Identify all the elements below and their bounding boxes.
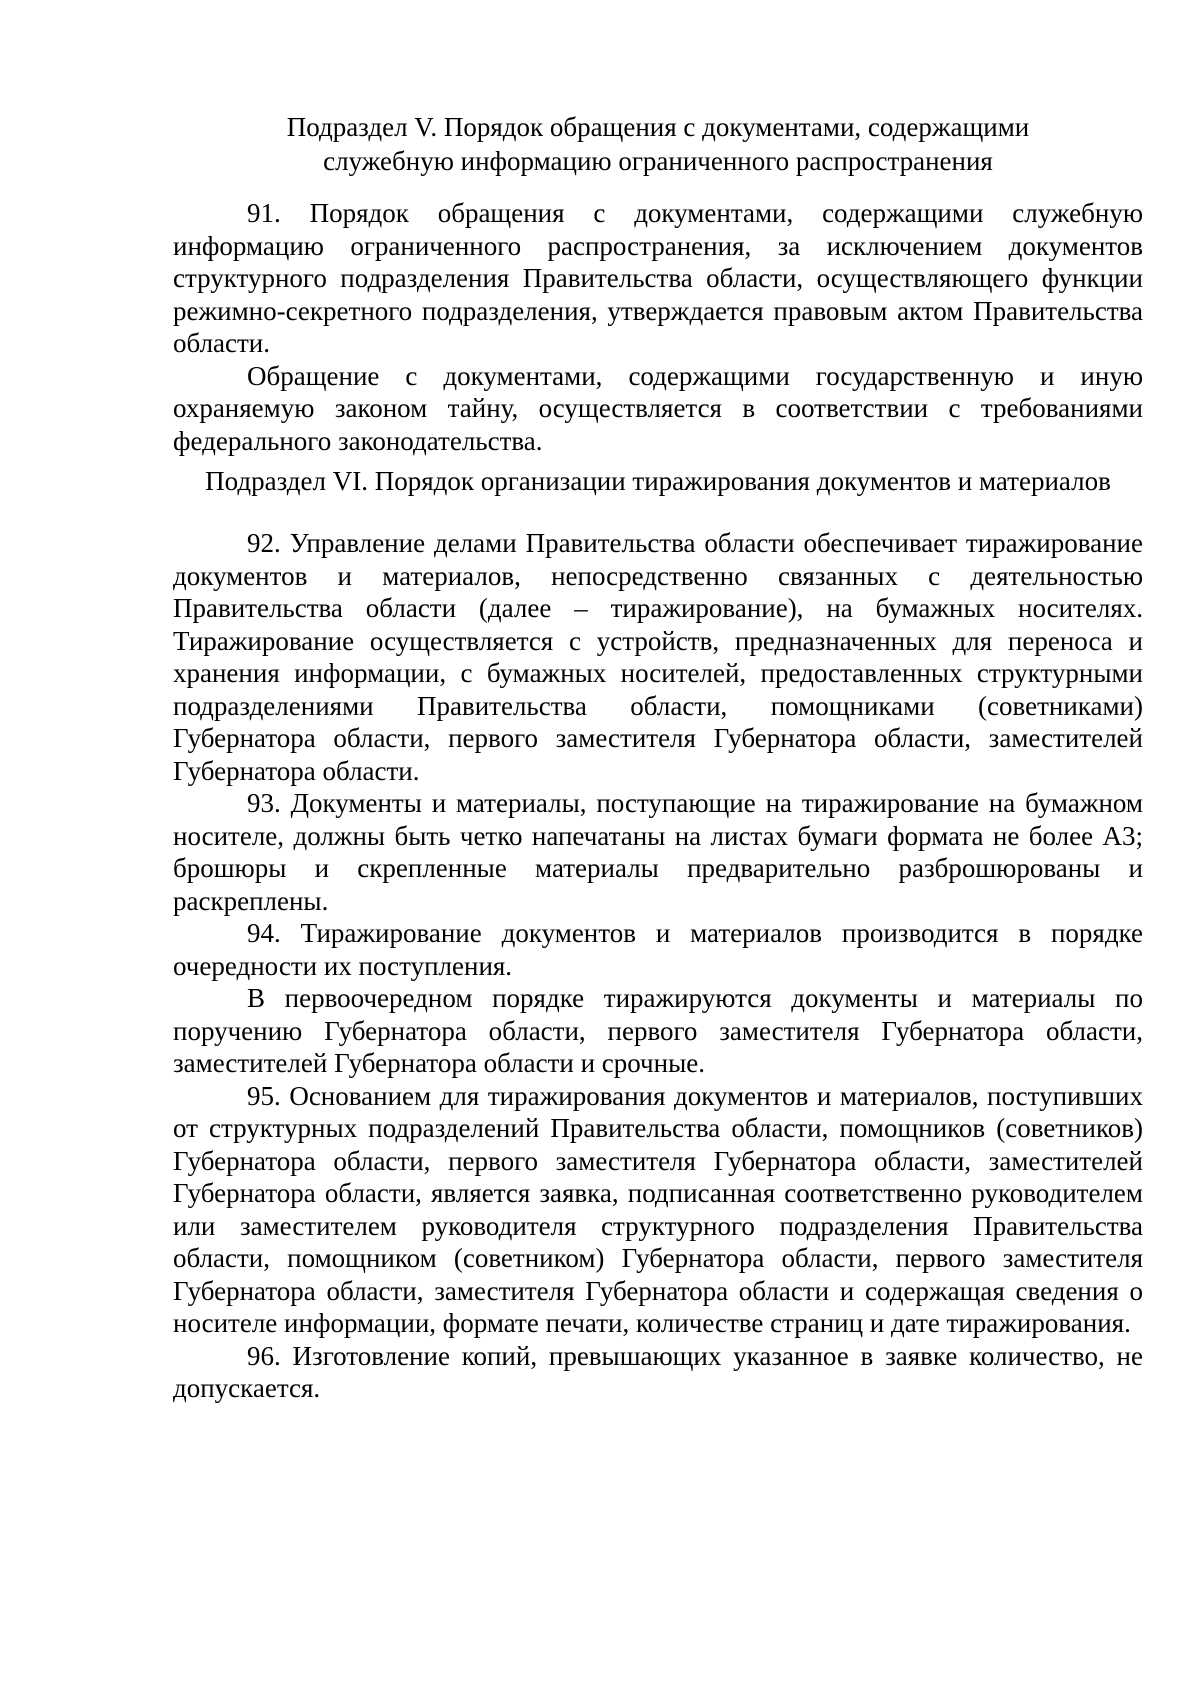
section-v-body <box>173 197 1143 457</box>
paragraph-94: 94. Тиражирование документов и материалов производится в порядке очередности их поступления. <box>173 918 1143 981</box>
paragraph-93: 93. Документы и материалы, поступающие на тиражирование на бумажном носителе, должны быть четко напечатаны на листах бумаги формата не более А3; брошюры и скрепленные материалы предварительно разброшюрованы и раскреплены. <box>173 788 1143 916</box>
paragraph-95: 95. Основанием для тиражирования документов и материалов, поступивших от структурных подразделений Правительства области, помощников (советников) Губернатора области, первого заместителя Губернатора области, заместителей Губернатора области, является заявка, подписанная соответственно руководителем или заместителем руководителя структурного подразделения Правительства области, помощником (советником) Губернатора области, первого заместителя Губернатора области, заместителя Губернатора области и содержащая сведения о носителе информации, формате печати, количестве страниц и дате тиражирования. <box>173 1080 1143 1338</box>
section-vi-body <box>173 527 1143 1405</box>
paragraph-91: 91. Порядок обращения с документами, содержащими служебную информацию ограниченного распространения, за исключением документов структурного подразделения Правительства области, осуществляющего функции режимно-секретного подразделения, утверждается правовым актом Правительства области. <box>173 198 1143 358</box>
section-vi-heading: Подраздел VI. Порядок организации тиражирования документов и материалов <box>205 466 1111 496</box>
paragraph-96: 96. Изготовление копий, превышающих указанное в заявке количество, не допускается. <box>173 1340 1143 1403</box>
section-v-title-line2: служебную информацию ограниченного распространения <box>323 146 993 176</box>
section-v-title-line1: Подраздел V. Порядок обращения с документами, содержащими <box>286 112 1030 142</box>
section-v-heading <box>173 110 1143 178</box>
paragraph-92: 92. Управление делами Правительства области обеспечивает тиражирование документов и материалов, непосредственно связанных с деятельностью Правительства области (далее – тиражирование), на бумажных носителях. Тиражирование осуществляется с устройств, предназначенных для переноса и хранения информации, с бумажных носителей, предоставленных структурными подразделениями Правительства области, помощниками (советниками) Губернатора области, первого заместителя Губернатора области, заместителей Губернатора области. <box>173 528 1143 786</box>
paragraph-94-priority: В первоочередном порядке тиражируются документы и материалы по поручению Губернатора области, первого заместителя Губернатора области, заместителей Губернатора области и срочные. <box>173 983 1143 1078</box>
paragraph-91-state-secret: Обращение с документами, содержащими государственную и иную охраняемую законом тайну, осуществляется в соответствии с требованиями федерального законодательства. <box>173 360 1143 456</box>
